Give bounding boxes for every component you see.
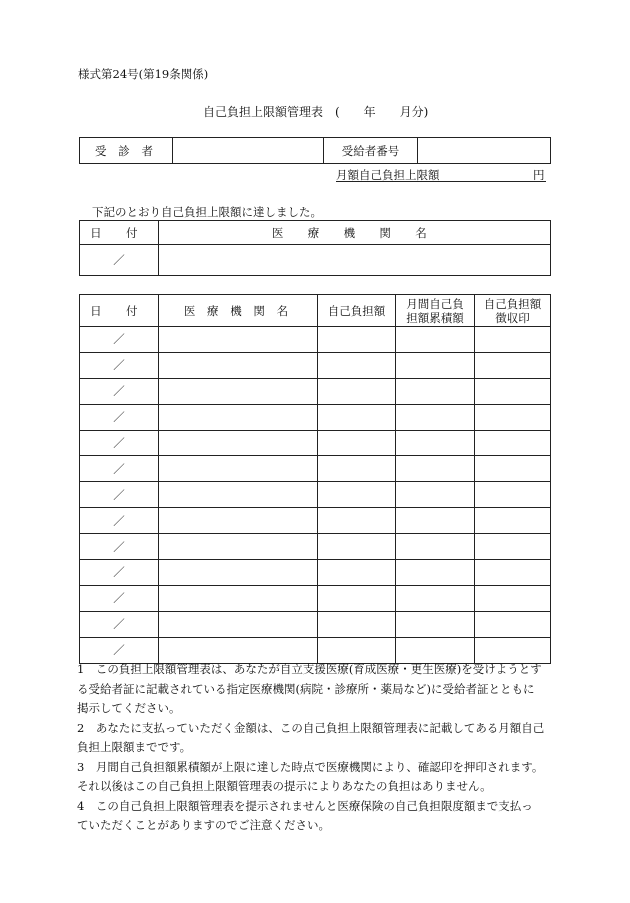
seal-cell[interactable] <box>475 508 551 534</box>
page-title: 自己負担上限額管理表 ( 年 月分) <box>203 105 429 119</box>
date-slash: ／ <box>113 539 125 554</box>
seal-header-line1: 自己負担額 <box>483 296 542 311</box>
cumulative-cell[interactable] <box>396 611 475 637</box>
seal-cell[interactable] <box>475 352 551 378</box>
date-cell[interactable] <box>80 585 159 611</box>
table-row <box>80 352 551 378</box>
seal-cell[interactable] <box>475 456 551 482</box>
institution-cell[interactable] <box>159 560 318 586</box>
note-line: ていただくことがありますのでご注意ください。 <box>77 818 330 832</box>
seal-cell[interactable] <box>475 482 551 508</box>
seal-cell[interactable] <box>475 378 551 404</box>
institution-cell[interactable] <box>159 378 318 404</box>
institution-cell[interactable] <box>159 430 318 456</box>
record-copay-header <box>318 295 396 327</box>
reached-institution-cell[interactable] <box>159 245 551 276</box>
reached-institution-header-text: 医 療 機 関 名 <box>271 225 438 240</box>
copay-cell[interactable] <box>318 534 396 560</box>
note-line: 掲示してください。 <box>77 701 181 715</box>
date-slash: ／ <box>113 487 125 502</box>
date-slash: ／ <box>113 591 125 606</box>
reached-date-header <box>80 221 159 245</box>
date-slash: ／ <box>113 617 125 632</box>
institution-cell[interactable] <box>159 327 318 353</box>
table-row <box>80 378 551 404</box>
note-line: それ以後はこの自己負担上限額管理表の提示によりあなたの負担はありません。 <box>77 779 492 793</box>
copay-cell[interactable] <box>318 404 396 430</box>
date-slash: ／ <box>113 358 125 373</box>
record-institution-header-text: 医 療 機 関 名 <box>183 303 293 318</box>
cumulative-cell[interactable] <box>396 456 475 482</box>
record-date-header <box>80 295 159 327</box>
date-slash: ／ <box>113 436 125 450</box>
table-row <box>80 482 551 508</box>
patient-table <box>79 137 551 164</box>
copay-cell[interactable] <box>318 327 396 353</box>
seal-cell[interactable] <box>475 560 551 586</box>
reached-date-header-text: 日 付 <box>90 225 148 240</box>
date-slash: ／ <box>113 384 125 399</box>
seal-cell[interactable] <box>475 611 551 637</box>
date-slash: ／ <box>113 565 125 580</box>
recipient-number-label-cell <box>324 138 418 164</box>
table-row <box>80 327 551 353</box>
patient-name-field[interactable] <box>173 138 324 164</box>
date-cell[interactable] <box>80 430 159 456</box>
cumulative-cell[interactable] <box>396 534 475 560</box>
cumulative-cell[interactable] <box>396 327 475 353</box>
date-cell[interactable] <box>80 508 159 534</box>
seal-cell[interactable] <box>475 404 551 430</box>
note-line: 3 月間自己負担額累積額が上限に達した時点で医療機関により、確認印を押印されます。 <box>77 759 544 774</box>
copay-cell[interactable] <box>318 611 396 637</box>
date-cell[interactable] <box>80 378 159 404</box>
table-row <box>80 456 551 482</box>
note-line: る受給者証に記載されている指定医療機関(病院・診療所・薬局など)に受給者証とともに <box>77 681 535 696</box>
institution-cell[interactable] <box>159 352 318 378</box>
copay-cell[interactable] <box>318 456 396 482</box>
table-row <box>80 508 551 534</box>
seal-cell[interactable] <box>475 430 551 456</box>
table-row <box>80 585 551 611</box>
date-slash: ／ <box>113 253 125 267</box>
reached-table <box>79 220 551 276</box>
institution-cell[interactable] <box>159 404 318 430</box>
table-row <box>80 534 551 560</box>
copay-cell[interactable] <box>318 430 396 456</box>
cumulative-cell[interactable] <box>396 482 475 508</box>
seal-cell[interactable] <box>475 585 551 611</box>
date-cell[interactable] <box>80 456 159 482</box>
date-slash: ／ <box>113 461 125 476</box>
copay-cell[interactable] <box>318 482 396 508</box>
record-table <box>79 294 551 664</box>
cumulative-cell[interactable] <box>396 585 475 611</box>
record-copay-header-text: 自己負担額 <box>327 303 386 318</box>
institution-cell[interactable] <box>159 456 318 482</box>
institution-cell[interactable] <box>159 611 318 637</box>
reached-institution-header <box>159 221 551 245</box>
reached-date-cell[interactable] <box>80 245 159 276</box>
seal-cell[interactable] <box>475 534 551 560</box>
cumulative-header-line2: 担額累積額 <box>406 310 464 325</box>
record-date-header-text: 日 付 <box>90 303 148 318</box>
date-cell[interactable] <box>80 482 159 508</box>
date-cell[interactable] <box>80 611 159 637</box>
institution-cell[interactable] <box>159 534 318 560</box>
cumulative-cell[interactable] <box>396 430 475 456</box>
copay-cell[interactable] <box>318 560 396 586</box>
date-cell[interactable] <box>80 404 159 430</box>
date-slash: ／ <box>113 513 125 528</box>
institution-cell[interactable] <box>159 508 318 534</box>
date-cell[interactable] <box>80 534 159 560</box>
patient-label-cell <box>80 138 173 164</box>
seal-header-line2: 徴収印 <box>495 310 530 325</box>
date-cell[interactable] <box>80 560 159 586</box>
recipient-number-field[interactable] <box>418 138 551 164</box>
copay-cell[interactable] <box>318 378 396 404</box>
copay-cell[interactable] <box>318 585 396 611</box>
institution-cell[interactable] <box>159 585 318 611</box>
date-slash: ／ <box>113 410 125 425</box>
date-cell[interactable] <box>80 352 159 378</box>
recipient-number-label: 受給者番号 <box>341 143 400 158</box>
cumulative-cell[interactable] <box>396 378 475 404</box>
record-institution-header <box>159 295 318 327</box>
note-line: 1 この負担上限額管理表は、あなたが自立支援医療(育成医療・更生医療)を受けようとす <box>77 662 542 676</box>
date-slash: ／ <box>113 643 125 658</box>
note-line: 負担上限額までです。 <box>77 740 192 754</box>
table-row <box>80 430 551 456</box>
record-cumulative-header <box>396 295 475 327</box>
table-row <box>80 560 551 586</box>
record-seal-header <box>475 295 551 327</box>
institution-cell[interactable] <box>159 482 318 508</box>
seal-cell[interactable] <box>475 327 551 353</box>
cumulative-header-line1: 月間自己負 <box>406 296 464 311</box>
table-row <box>80 611 551 637</box>
reached-statement: 下記のとおり自己負担上限額に達しました。 <box>92 205 322 219</box>
note-line: 4 この自己負担上限額管理表を提示されませんと医療保険の自己負担限度額まで支払っ <box>77 798 533 813</box>
table-row <box>80 404 551 430</box>
cumulative-cell[interactable] <box>396 352 475 378</box>
cumulative-cell[interactable] <box>396 560 475 586</box>
monthly-limit-label: 月額自己負担上限額 <box>336 168 440 182</box>
cumulative-cell[interactable] <box>396 508 475 534</box>
note-line: 2 あなたに支払っていただく金額は、この自己負担上限額管理表に記載してある月額自己 <box>77 720 545 735</box>
cumulative-cell[interactable] <box>396 404 475 430</box>
copay-cell[interactable] <box>318 352 396 378</box>
copay-cell[interactable] <box>318 508 396 534</box>
notes-section <box>77 660 555 836</box>
form-label: 様式第24号(第19条関係) <box>78 67 209 81</box>
date-cell[interactable] <box>80 327 159 353</box>
monthly-limit-field[interactable] <box>336 181 546 182</box>
patient-label: 受 診 者 <box>95 143 157 158</box>
monthly-limit-unit: 円 <box>533 168 545 182</box>
date-slash: ／ <box>113 332 125 347</box>
